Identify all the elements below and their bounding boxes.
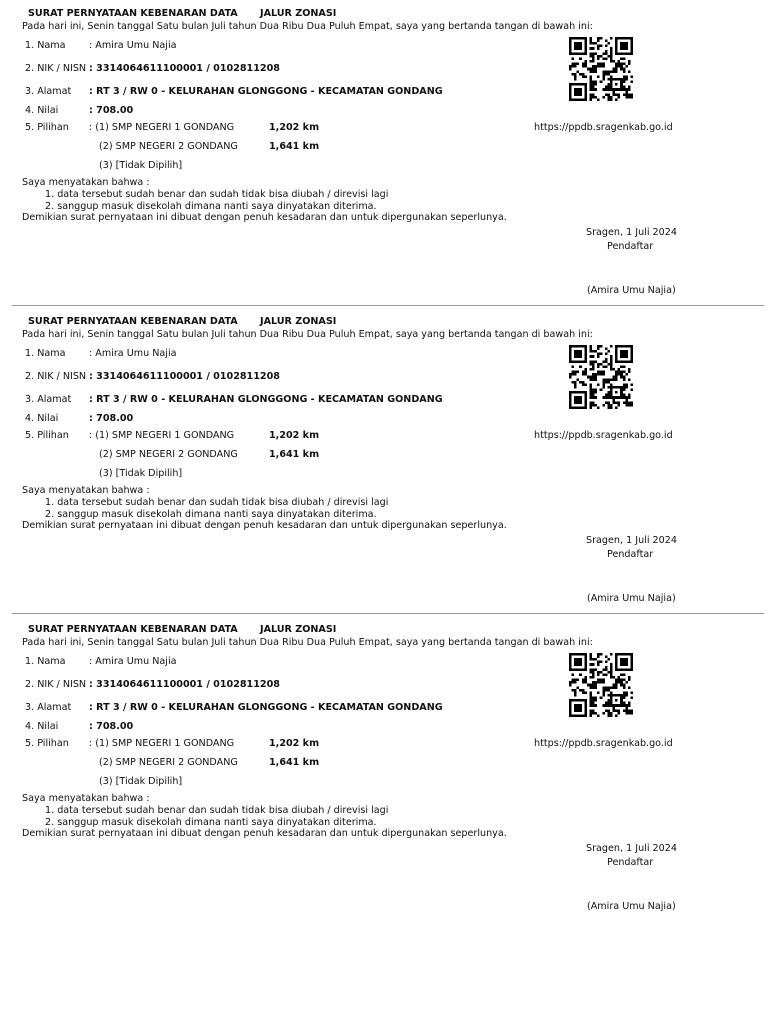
place-date: Sragen, 1 Juli 2024 [586, 227, 677, 238]
ppdb-url: https://ppdb.sragenkab.go.id [534, 430, 673, 441]
field-label-nama: 1. Nama [25, 40, 66, 51]
choice-distance: 1,641 km [269, 449, 320, 460]
field-value-nama: : Amira Umu Najia [89, 40, 177, 51]
field-label-alamat: 3. Alamat [25, 394, 72, 405]
choice-distance: 1,641 km [269, 141, 320, 152]
statement-intro: Saya menyatakan bahwa : [22, 485, 150, 496]
field-label-pilihan: 5. Pilihan [25, 738, 69, 749]
qr-code-icon [565, 345, 637, 409]
field-value-nilai: : 708.00 [89, 413, 134, 424]
choice-distance: 1,202 km [269, 738, 320, 749]
field-label-nik: 2. NIK / NISN [25, 679, 87, 690]
field-label-alamat: 3. Alamat [25, 86, 72, 97]
jalur-label: JALUR ZONASI [260, 8, 337, 19]
qr-code-icon [565, 37, 637, 101]
choice-school: (3) [Tidak Dipilih] [99, 160, 183, 171]
field-label-alamat: 3. Alamat [25, 702, 72, 713]
intro-text: Pada hari ini, Senin tanggal Satu bulan Juli tahun Dua Ribu Dua Puluh Empat, saya yang bertanda tangan di bawah ini: [22, 21, 593, 32]
choice-distance: 1,202 km [269, 122, 320, 133]
statement-item: 2. sanggup masuk disekolah dimana nanti saya dinyatakan diterima. [45, 509, 377, 520]
copy-divider [12, 305, 764, 306]
field-label-nilai: 4. Nilai [25, 721, 59, 732]
closing-text: Demikian surat pernyataan ini dibuat dengan penuh kesadaran dan untuk dipergunakan seperlunya. [22, 828, 507, 839]
statement-item: 1. data tersebut sudah benar dan sudah tidak bisa diubah / direvisi lagi [45, 189, 389, 200]
field-value-nama: : Amira Umu Najia [89, 656, 177, 667]
statement-copy [0, 308, 768, 616]
copy-divider [12, 613, 764, 614]
statement-item: 2. sanggup masuk disekolah dimana nanti saya dinyatakan diterima. [45, 817, 377, 828]
signature-name: (Amira Umu Najia) [587, 901, 676, 912]
field-value-nilai: : 708.00 [89, 105, 134, 116]
jalur-label: JALUR ZONASI [260, 316, 337, 327]
intro-text: Pada hari ini, Senin tanggal Satu bulan Juli tahun Dua Ribu Dua Puluh Empat, saya yang bertanda tangan di bawah ini: [22, 329, 593, 340]
document-title: SURAT PERNYATAAN KEBENARAN DATA [28, 316, 238, 327]
choice-school: (2) SMP NEGERI 2 GONDANG [99, 449, 238, 460]
field-value-nilai: : 708.00 [89, 721, 134, 732]
field-value-nik: : 3314064611100001 / 0102811208 [89, 63, 280, 74]
field-value-nik: : 3314064611100001 / 0102811208 [89, 371, 280, 382]
field-value-pilihan: : (1) SMP NEGERI 1 GONDANG [89, 122, 235, 133]
choice-distance: 1,202 km [269, 430, 320, 441]
qr-code-icon [565, 653, 637, 717]
statement-item: 1. data tersebut sudah benar dan sudah tidak bisa diubah / direvisi lagi [45, 497, 389, 508]
field-label-pilihan: 5. Pilihan [25, 122, 69, 133]
statement-copy [0, 0, 768, 308]
statement-item: 2. sanggup masuk disekolah dimana nanti saya dinyatakan diterima. [45, 201, 377, 212]
document-title: SURAT PERNYATAAN KEBENARAN DATA [28, 8, 238, 19]
choice-school: (2) SMP NEGERI 2 GONDANG [99, 141, 238, 152]
ppdb-url: https://ppdb.sragenkab.go.id [534, 738, 673, 749]
intro-text: Pada hari ini, Senin tanggal Satu bulan Juli tahun Dua Ribu Dua Puluh Empat, saya yang bertanda tangan di bawah ini: [22, 637, 593, 648]
place-date: Sragen, 1 Juli 2024 [586, 535, 677, 546]
choice-school: (3) [Tidak Dipilih] [99, 468, 183, 479]
field-value-nama: : Amira Umu Najia [89, 348, 177, 359]
choice-school: (3) [Tidak Dipilih] [99, 776, 183, 787]
choice-school: (2) SMP NEGERI 2 GONDANG [99, 757, 238, 768]
place-date: Sragen, 1 Juli 2024 [586, 843, 677, 854]
field-value-alamat: : RT 3 / RW 0 - KELURAHAN GLONGGONG - KECAMATAN GONDANG [89, 702, 443, 713]
field-label-nik: 2. NIK / NISN [25, 63, 87, 74]
choice-distance: 1,641 km [269, 757, 320, 768]
signature-name: (Amira Umu Najia) [587, 285, 676, 296]
field-value-pilihan: : (1) SMP NEGERI 1 GONDANG [89, 430, 235, 441]
field-value-nik: : 3314064611100001 / 0102811208 [89, 679, 280, 690]
field-value-alamat: : RT 3 / RW 0 - KELURAHAN GLONGGONG - KECAMATAN GONDANG [89, 86, 443, 97]
field-label-nilai: 4. Nilai [25, 413, 59, 424]
field-value-pilihan: : (1) SMP NEGERI 1 GONDANG [89, 738, 235, 749]
statement-intro: Saya menyatakan bahwa : [22, 793, 150, 804]
signature-name: (Amira Umu Najia) [587, 593, 676, 604]
jalur-label: JALUR ZONASI [260, 624, 337, 635]
document-title: SURAT PERNYATAAN KEBENARAN DATA [28, 624, 238, 635]
field-label-nik: 2. NIK / NISN [25, 371, 87, 382]
field-value-alamat: : RT 3 / RW 0 - KELURAHAN GLONGGONG - KECAMATAN GONDANG [89, 394, 443, 405]
field-label-nilai: 4. Nilai [25, 105, 59, 116]
field-label-nama: 1. Nama [25, 656, 66, 667]
signer-role: Pendaftar [607, 857, 654, 868]
field-label-nama: 1. Nama [25, 348, 66, 359]
field-label-pilihan: 5. Pilihan [25, 430, 69, 441]
statement-item: 1. data tersebut sudah benar dan sudah tidak bisa diubah / direvisi lagi [45, 805, 389, 816]
signer-role: Pendaftar [607, 241, 654, 252]
closing-text: Demikian surat pernyataan ini dibuat dengan penuh kesadaran dan untuk dipergunakan seperlunya. [22, 520, 507, 531]
ppdb-url: https://ppdb.sragenkab.go.id [534, 122, 673, 133]
statement-intro: Saya menyatakan bahwa : [22, 177, 150, 188]
statement-copy [0, 616, 768, 924]
closing-text: Demikian surat pernyataan ini dibuat dengan penuh kesadaran dan untuk dipergunakan seperlunya. [22, 212, 507, 223]
signer-role: Pendaftar [607, 549, 654, 560]
